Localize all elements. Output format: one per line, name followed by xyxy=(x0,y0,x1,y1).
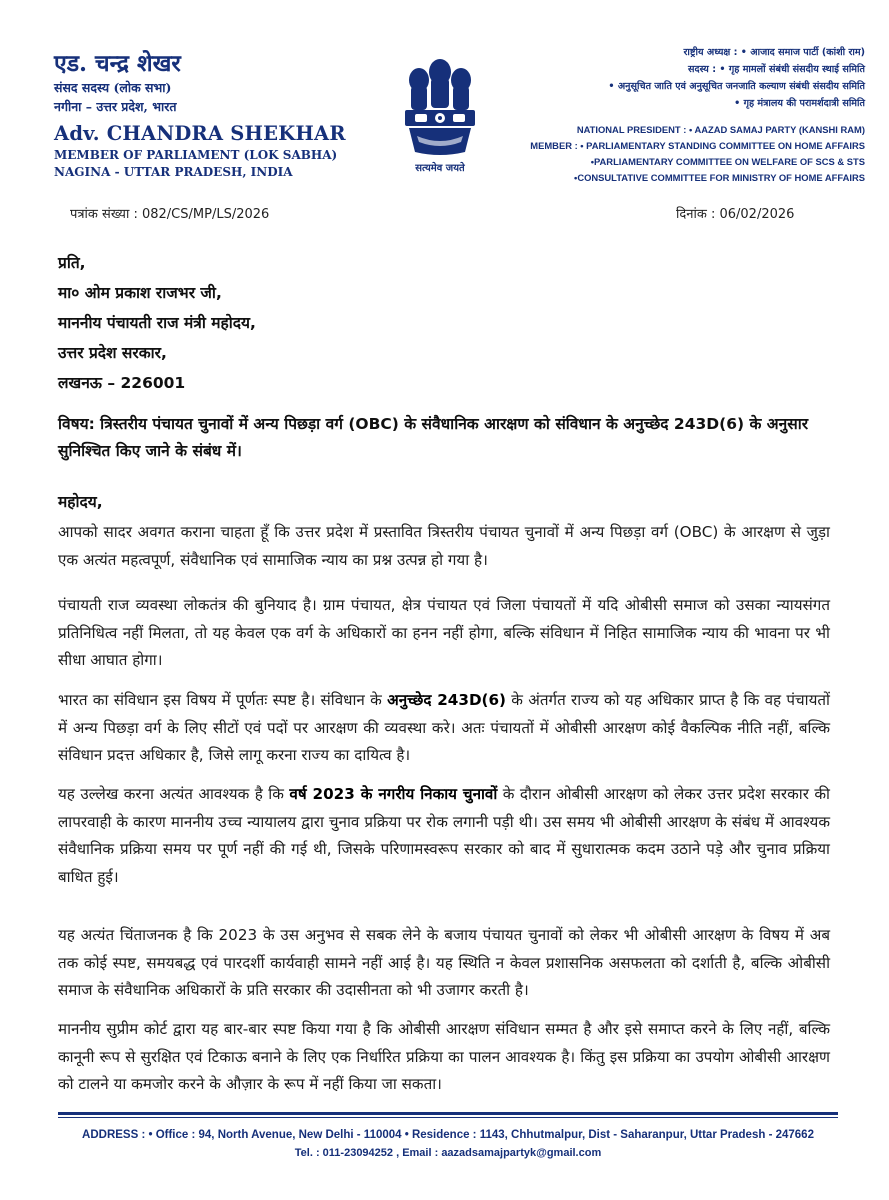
text-run: भारत का संविधान इस विषय में पूर्णतः स्पष्ट है। संविधान के xyxy=(58,691,388,709)
body-paragraph: आपको सादर अवगत कराना चाहता हूँ कि उत्तर प्रदेश में प्रस्तावित त्रिस्तरीय पंचायत चुनावों में अन्य पिछड़ा वर्ग (OBC) के आरक्षण से जुड़ा एक अत्यंत महत्वपूर्ण, संवैधानिक एवं सामाजिक न्याय का प्रश्न उत्पन्न हो गया है। xyxy=(58,523,830,569)
sender-name-hindi: एड. चन्द्र शेखर xyxy=(54,50,181,77)
sender-name-english: Adv. CHANDRA SHEKHAR xyxy=(54,122,346,145)
role-english-3: •PARLIAMENTARY COMMITTEE ON WELFARE OF SCS & STS xyxy=(590,156,865,167)
recipient-line: लखनऊ – 226001 xyxy=(58,374,186,392)
sender-place-hindi: नगीना – उत्तर प्रदेश, भारत xyxy=(54,99,177,114)
election-reference: वर्ष 2023 के नगरीय निकाय चुनावों xyxy=(289,785,498,803)
role-hindi-3: • अनुसूचित जाति एवं अनुसूचित जनजाति कल्याण संबंधी संसदीय समिति xyxy=(608,81,865,92)
sender-place-english: NAGINA - UTTAR PRADESH, INDIA xyxy=(54,165,293,179)
role-hindi-1: राष्ट्रीय अध्यक्ष : • आजाद समाज पार्टी (कांशी राम) xyxy=(683,47,865,58)
body-paragraph: यह अत्यंत चिंताजनक है कि 2023 के उस अनुभव से सबक लेने के बजाय पंचायत चुनावों को लेकर भी ओबीसी आरक्षण के विषय में अब तक कोई स्पष्ट, समयबद्ध एवं पारदर्शी कार्यवाही सामने नहीं आई है। यह स्थिति न केवल प्रशासनिक असफलता को दर्शाती है, बल्कि ओबीसी समाज के संवैधानिक अधिकारों के प्रति सरकार की उदासीनता को भी उजागर करती है। xyxy=(58,926,830,999)
sender-title-english: MEMBER OF PARLIAMENT (LOK SABHA) xyxy=(54,148,338,162)
letterhead-left xyxy=(54,50,384,181)
recipient-line: उत्तर प्रदेश सरकार, xyxy=(58,344,167,362)
text-run: के अंतर्गत राज्य को यह अधिकार प्राप्त है कि वह पंचायतों में अन्य पिछड़ा वर्ग के लिए सीटों एवं पदों पर आरक्षण की व्यवस्था करे। अतः पंचायतों में ओबीसी आरक्षण कोई वैकल्पिक नीति नहीं, बल्कि संविधान प्रदत्त अधिकार है, जिसे लागू करना राज्य का दायित्व है। xyxy=(58,691,830,764)
letter-subject: विषय: त्रिस्तरीय पंचायत चुनावों में अन्य पिछड़ा वर्ग (OBC) के संवैधानिक आरक्षण को संविधान के अनुच्छेद 243D(6) के अनुसार सुनिश्चित किए जाने के संबंध में। xyxy=(58,415,809,460)
motto-text: सत्यमेव जयते xyxy=(415,163,465,174)
role-english-4: •CONSULTATIVE COMMITTEE FOR MINISTRY OF HOME AFFAIRS xyxy=(574,172,865,183)
article-reference: अनुच्छेद 243D(6) xyxy=(387,691,506,709)
text-run: यह उल्लेख करना अत्यंत आवश्यक है कि xyxy=(58,785,290,803)
recipient-line: मा० ओम प्रकाश राजभर जी, xyxy=(58,284,222,302)
footer xyxy=(58,1126,838,1162)
text-run: के दौरान ओबीसी आरक्षण को लेकर उत्तर प्रदेश सरकार की लापरवाही के कारण माननीय उच्च न्यायालय द्वारा चुनाव प्रक्रिया पर रोक लगानी पड़ी थी। उस समय भी ओबीसी आरक्षण के संबंध में आवश्यक संवैधानिक प्रक्रिया समय पर पूर्ण नहीं की गई थी, जिसके परिणामस्वरूप सरकार को बाद में सुधारात्मक कदम उठाने पड़े और चुनाव प्रक्रिया बाधित हुई। xyxy=(58,785,830,886)
footer-contact: Tel. : 011-23094252 , Email : aazadsamajpartyk@gmail.com xyxy=(294,1147,602,1159)
footer-divider xyxy=(58,1117,838,1118)
letter-date: दिनांक : 06/02/2026 xyxy=(676,207,795,222)
reference-number: पत्रांक संख्या : 082/CS/MP/LS/2026 xyxy=(70,207,270,222)
role-hindi-2: सदस्य : • गृह मामलों संबंधी संसदीय स्थाई समिति xyxy=(688,64,865,75)
body-paragraph: माननीय सुप्रीम कोर्ट द्वारा यह बार-बार स्पष्ट किया गया है कि ओबीसी आरक्षण संविधान सम्मत है और इसे समाप्त करने के लिए नहीं, बल्कि कानूनी रूप से सुरक्षित एवं टिकाऊ बनाने के लिए एक निर्धारित प्रक्रिया का पालन आवश्यक है। किंतु इस प्रक्रिया का उपयोग ओबीसी आरक्षण को टालने या कमजोर करने के औज़ार के रूप में नहीं किया जा सकता। xyxy=(58,1020,830,1093)
salutation: महोदय, xyxy=(58,493,103,511)
recipient-block xyxy=(58,248,558,398)
role-english-2: MEMBER : • PARLIAMENTARY STANDING COMMITTEE ON HOME AFFAIRS xyxy=(530,140,865,151)
body-paragraph: पंचायती राज व्यवस्था लोकतंत्र की बुनियाद है। ग्राम पंचायत, क्षेत्र पंचायत एवं जिला पंचायतों में यदि ओबीसी समाज को उसका न्यायसंगत प्रतिनिधित्व नहीं मिलता, तो यह केवल एक वर्ग के अधिकारों का हनन नहीं होगा, बल्कि संविधान में निहित सामाजिक न्याय की भावना पर भी सीधा आघात होगा। xyxy=(58,596,830,669)
sender-title-hindi: संसद सदस्य (लोक सभा) xyxy=(54,80,172,95)
role-hindi-4: • गृह मंत्रालय की परामर्शदात्री समिति xyxy=(734,98,865,109)
body-paragraph xyxy=(58,687,830,770)
letterhead-right xyxy=(520,44,865,186)
footer-address: ADDRESS : • Office : 94, North Avenue, New Delhi - 110004 • Residence : 1143, Chhutmalpur, Dist - Saharanpur, Uttar Pradesh - 247662 xyxy=(82,1129,814,1141)
role-english-1: NATIONAL PRESIDENT : • AAZAD SAMAJ PARTY (KANSHI RAM) xyxy=(576,124,865,135)
ashoka-emblem-icon xyxy=(395,52,485,174)
footer-divider xyxy=(58,1112,838,1115)
recipient-line: माननीय पंचायती राज मंत्री महोदय, xyxy=(58,314,256,332)
body-paragraph xyxy=(58,781,830,891)
recipient-line: प्रति, xyxy=(58,254,86,272)
